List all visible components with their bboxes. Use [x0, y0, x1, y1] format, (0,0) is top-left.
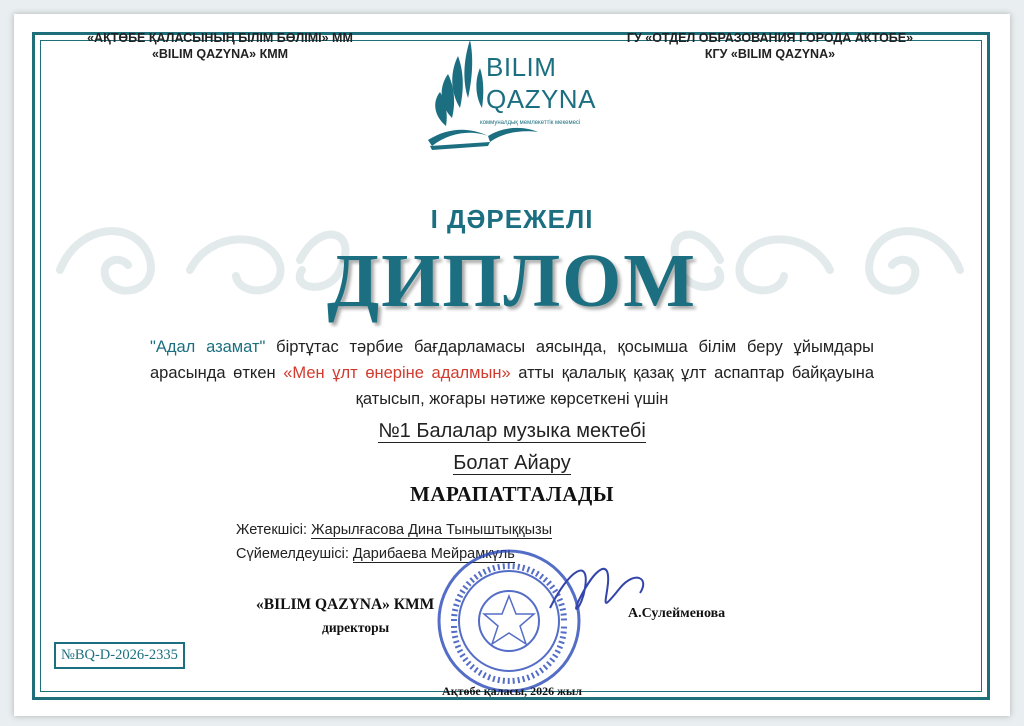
- coach-label: Сүйемелдеушісі:: [236, 546, 353, 562]
- logo-line2: QAZYNA: [486, 84, 596, 114]
- coach-name: Дарибаева Мейрамкүль: [352, 546, 515, 562]
- degree-label: І ДӘРЕЖЕЛІ: [430, 204, 594, 234]
- city-year: Ақтөбе қаласы, 2026 жыл: [442, 684, 582, 698]
- organization-name: №1 Балалар музыка мектебі: [378, 420, 646, 442]
- contest-name: «Мен ұлт өнеріне адалмын»: [283, 364, 511, 382]
- header-left-line2: «BILIM QAZYNA» КММ: [151, 47, 289, 61]
- header-right-line1: ГУ «ОТДЕЛ ОБРАЗОВАНИЯ ГОРОДА АКТОБЕ»: [626, 31, 914, 45]
- award-label: МАРАПАТТАЛАДЫ: [410, 482, 614, 506]
- recipient-name: Болат Айару: [453, 452, 571, 474]
- mentor-name: Жарылғасова Дина Тыныштыққызы: [311, 522, 553, 538]
- logo-line1: BILIM: [486, 52, 557, 82]
- header-left-line1: «АҚТӨБЕ ҚАЛАСЫНЫҢ БІЛІМ БӨЛІМІ» ММ: [87, 31, 353, 45]
- header-right: [580, 30, 960, 62]
- mentor-line: [236, 522, 552, 538]
- header-left: [40, 30, 400, 62]
- body-part2: біртұтас тәрбие бағдарламасы аясында, қосымша білім беру ұйымдары арасында өткен: [150, 338, 874, 382]
- logo-tagline: коммуналдық мемлекеттік мекемесі: [480, 120, 581, 126]
- header-right-line2: КГУ «BILIM QAZYNA»: [704, 47, 836, 61]
- diploma-title: ДИПЛОМ: [327, 239, 697, 323]
- serial-number: №BQ-D-2026-2335: [54, 642, 185, 669]
- mentor-label: Жетекшісі:: [236, 522, 312, 538]
- signatory-role: директоры: [322, 620, 390, 635]
- signatory-name: А.Сулейменова: [628, 606, 726, 621]
- signatory-org: «BILIM QAZYNA» КММ: [256, 596, 435, 613]
- organization-line: [0, 420, 1024, 443]
- recipient-line: [0, 452, 1024, 475]
- signature-icon: [540, 548, 660, 628]
- body-part4: атты қалалық қазақ ұлт аспаптар байқауына қатысып, жоғары нәтиже көрсеткені үшін: [355, 364, 875, 408]
- program-name: "Адал азамат": [150, 338, 266, 356]
- body-text: [150, 334, 874, 412]
